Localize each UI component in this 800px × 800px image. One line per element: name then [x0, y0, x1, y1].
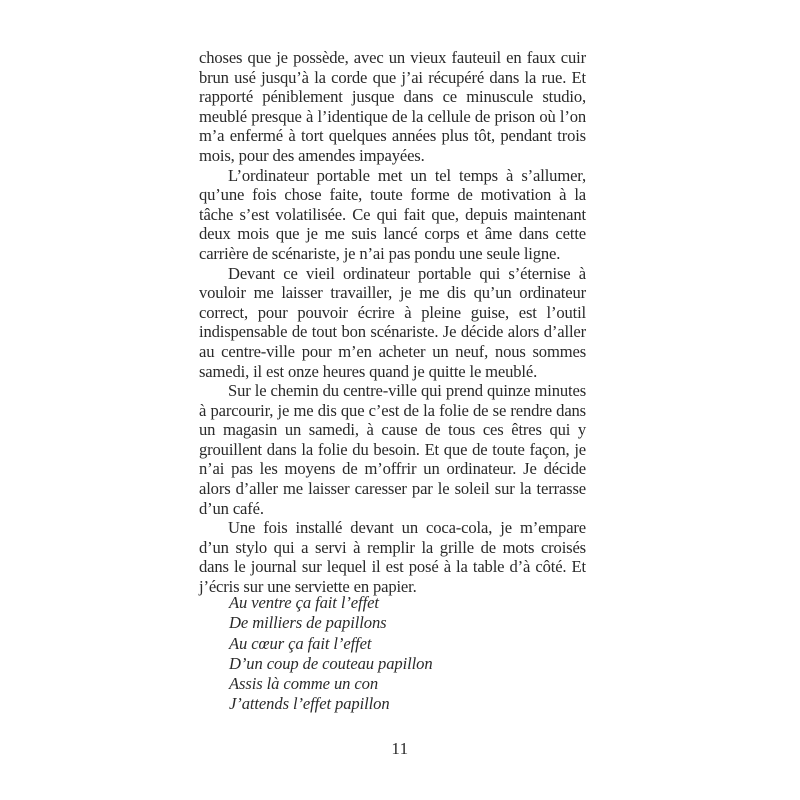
poem-line: Au cœur ça fait l’effet — [229, 633, 372, 653]
paragraph: L’ordinateur portable met un tel temps à s’allumer, qu’une fois chose faite, toute forme de motivation à la tâche s’est volatilisée. Ce qui fait que, depuis maintenant deux mois que je me suis lancé corps et âme dans cette carrière de scénariste, je n’ai pas pondu une seule ligne. — [199, 165, 586, 263]
poem-line: De milliers de papillons — [229, 613, 387, 633]
paragraph: Devant ce vieil ordinateur portable qui s’éternise à vouloir me laisser travailler, je me dis qu’un ordinateur correct, pour pouvoir écrire à pleine guise, est l’outil indispensable de tout bon scénariste. Je décide alors d’aller au centre-ville pour m’en acheter un neuf, nous sommes samedi, il est onze heures quand je quitte le meublé. — [199, 263, 586, 381]
paragraph: choses que je possède, avec un vieux fauteuil en faux cuir brun usé jusqu’à la corde que j’ai récupéré dans la rue. Et rapporté péniblement jusque dans ce minuscule studio, meublé presque à l’identique de la cellule de prison où l’on m’a enfermé à tort quelques années plus tôt, pendant trois mois, pour des amendes impayées. — [199, 48, 586, 165]
poem-line: Au ventre ça fait l’effet — [229, 593, 379, 612]
poem-line: D’un coup de couteau papillon — [229, 653, 433, 673]
poem — [229, 593, 433, 715]
poem-line: Assis là comme un con — [229, 674, 379, 694]
paragraph: Sur le chemin du centre-ville qui prend quinze minutes à parcourir, je me dis que c’est de la folie de se rendre dans un magasin un samedi, à cause de tous ces êtres qui y grouillent dans la folie du besoin. Et que de toute façon, je n’ai pas les moyens de m’offrir un ordinateur. Je décide alors d’aller me laisser caresser par le soleil sur la terrasse d’un café. — [199, 381, 586, 518]
paragraph: Une fois installé devant un coca-cola, je m’empare d’un stylo qui a servi à remplir la grille de mots croisés dans le journal sur lequel il est posé à la table d’à côté. Et j’écris sur une serviette en papier. — [199, 518, 586, 597]
page-number: 11 — [391, 739, 409, 758]
poem-line: J’attends l’effet papillon — [229, 694, 390, 714]
body-text — [199, 48, 586, 597]
